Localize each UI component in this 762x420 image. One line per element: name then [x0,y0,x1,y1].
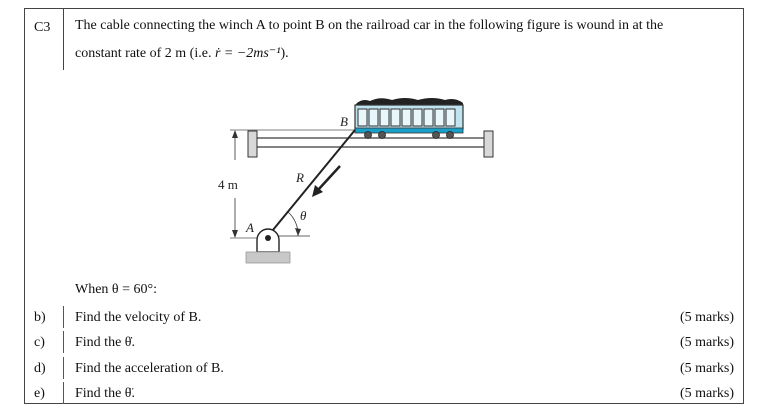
ground-base [246,252,290,263]
wheel [379,132,386,139]
row-divider [63,382,64,404]
wheel [433,132,440,139]
part-text: Find the velocity of B. [75,310,202,325]
part-marks: (5 marks) [679,361,734,376]
part-text: Find the θ̈. [75,386,135,401]
rail-beam [255,138,485,147]
part-marks: (5 marks) [679,310,734,325]
angle-arrowhead [295,228,301,236]
wheel [365,132,372,139]
dim-arrow-down [232,230,238,238]
wheel [447,132,454,139]
question-id: C3 [34,20,51,35]
label-point-b: B [340,114,348,129]
rail-end-right [484,131,493,157]
part-letter: c) [34,335,45,350]
part-text: Find the θ̇. [75,335,135,350]
rail-end-left [248,131,257,157]
car-frame [355,128,463,133]
label-point-a: A [246,220,254,235]
angle-arc [288,212,298,236]
condition-text: When θ = 60°: [75,282,158,297]
label-theta: θ [300,208,307,223]
intro-line-1: The cable connecting the winch A to point B on the railroad car in the following figure is wound in at the [75,18,664,33]
row-divider [63,331,64,353]
part-letter: e) [34,386,45,401]
label-height: 4 m [218,177,238,192]
railroad-car [355,98,463,139]
part-letter: d) [34,361,46,376]
row-divider [63,306,64,328]
part-letter: b) [34,310,46,325]
intro-line-2-prefix: constant rate of 2 m (i.e. [75,46,212,61]
part-marks: (5 marks) [679,335,734,350]
winch-pin [265,235,271,241]
part-text: Find the acceleration of B. [75,361,224,376]
intro-rate: ṙ = −2ms⁻¹ [214,46,281,61]
row-divider [63,357,64,379]
label-r: R [296,170,304,185]
intro-line-2-suffix: ). [280,46,289,61]
part-marks: (5 marks) [679,386,734,401]
dim-arrow-up [232,130,238,138]
